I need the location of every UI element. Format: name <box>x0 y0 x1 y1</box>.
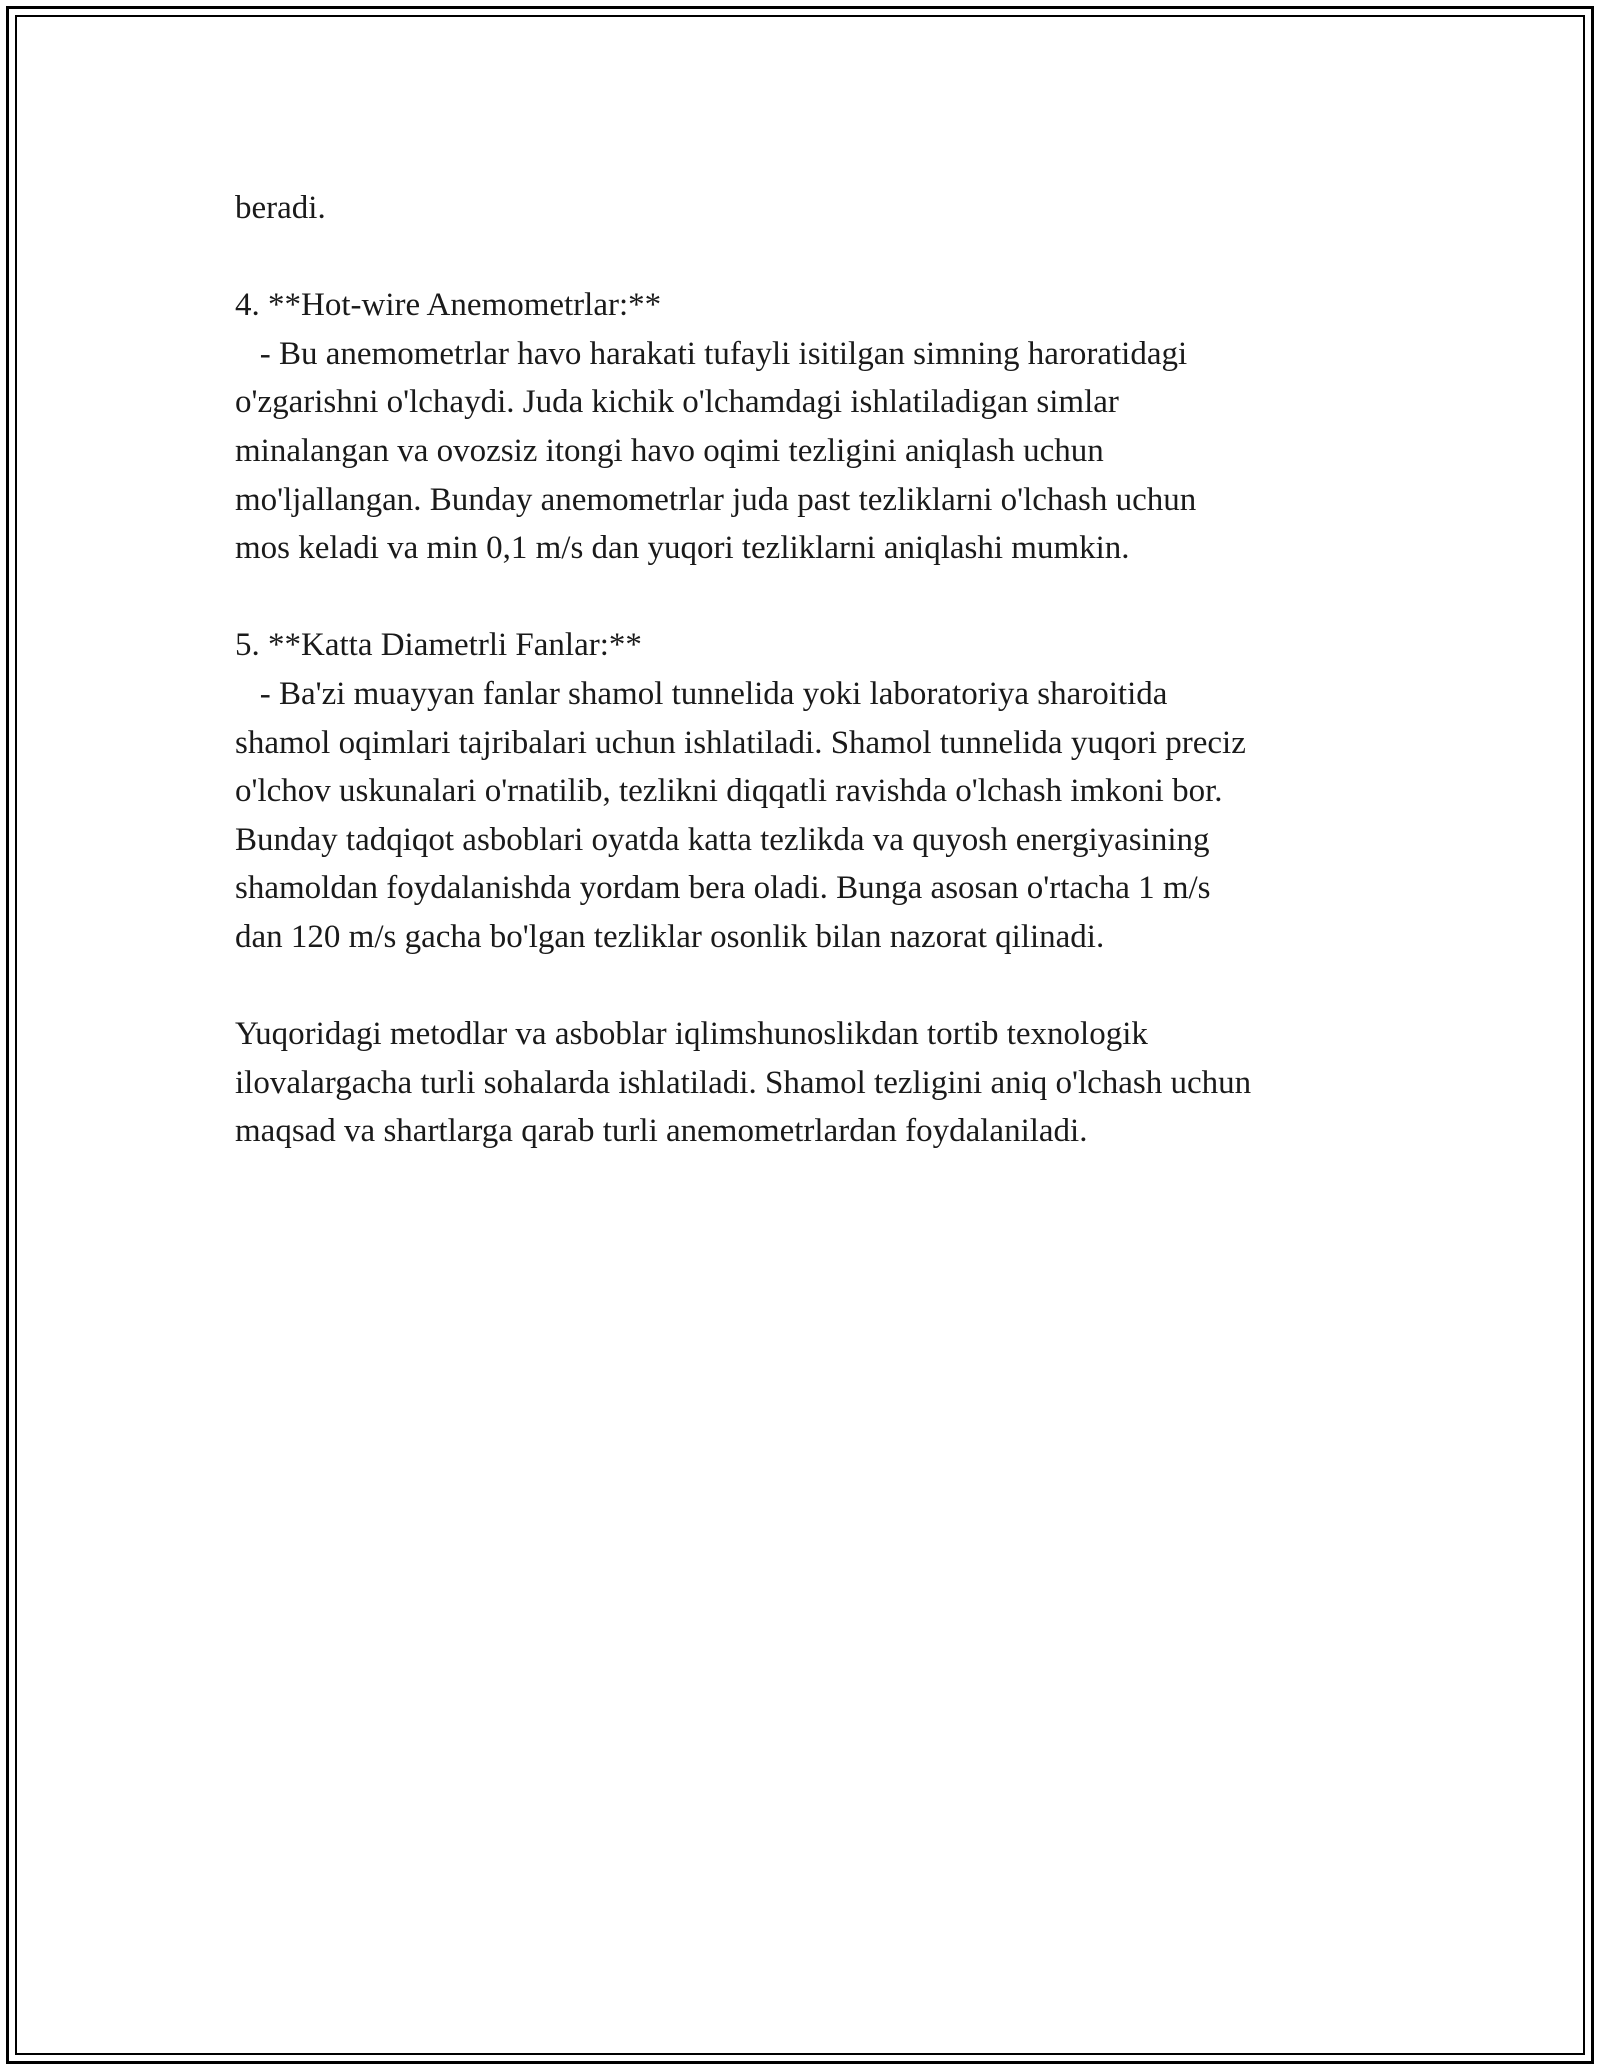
text-line: - Ba'zi muayyan fanlar shamol tunnelida yoki laboratoriya sharoitida <box>235 675 1168 712</box>
text-line: mo'ljallangan. Bunday anemometrlar juda past tezliklarni o'lchash uchun <box>235 481 1197 518</box>
text-line: dan 120 m/s gacha bo'lgan tezliklar osonlik bilan nazorat qilinadi. <box>235 918 1105 955</box>
text-line: o'lchov uskunalari o'rnatilib, tezlikni diqqatli ravishda o'lchash imkoni bor. <box>235 773 1223 810</box>
text-line: beradi. <box>235 190 326 226</box>
text-line: minalangan va ovozsiz itongi havo oqimi tezligini aniqlash uchun <box>235 432 1104 469</box>
section-heading-hot-wire: 4. **Hot-wire Anemometrlar:** <box>235 287 662 324</box>
section-heading-katta-diametrli: 5. **Katta Diametrli Fanlar:** <box>235 627 642 664</box>
conclusion-line: Yuqoridagi metodlar va asboblar iqlimshunoslikdan tortib texnologik <box>235 1016 1148 1053</box>
text-line: shamoldan foydalanishda yordam bera oladi. Bunga asosan o'rtacha 1 m/s <box>235 870 1211 907</box>
document-body <box>235 184 1415 1156</box>
conclusion-line: ilovalargacha turli sohalarda ishlatiladi. Shamol tezligini aniq o'lchash uchun <box>235 1064 1252 1101</box>
text-line: Bunday tadqiqot asboblari oyatda katta tezlikda va quyosh energiyasining <box>235 821 1210 858</box>
text-line: shamol oqimlari tajribalari uchun ishlatiladi. Shamol tunnelida yuqori preciz <box>235 724 1246 761</box>
blank-line <box>235 573 1415 622</box>
text-line: - Bu anemometrlar havo harakati tufayli isitilgan simning haroratidagi <box>235 335 1188 372</box>
blank-line <box>235 962 1415 1011</box>
blank-line <box>235 233 1415 282</box>
text-line: mos keladi va min 0,1 m/s dan yuqori tezliklarni aniqlashi mumkin. <box>235 530 1130 567</box>
conclusion-line: maqsad va shartlarga qarab turli anemometrlardan foydalaniladi. <box>235 1113 1088 1150</box>
text-line: o'zgarishni o'lchaydi. Juda kichik o'lchamdagi ishlatiladigan simlar <box>235 384 1119 421</box>
